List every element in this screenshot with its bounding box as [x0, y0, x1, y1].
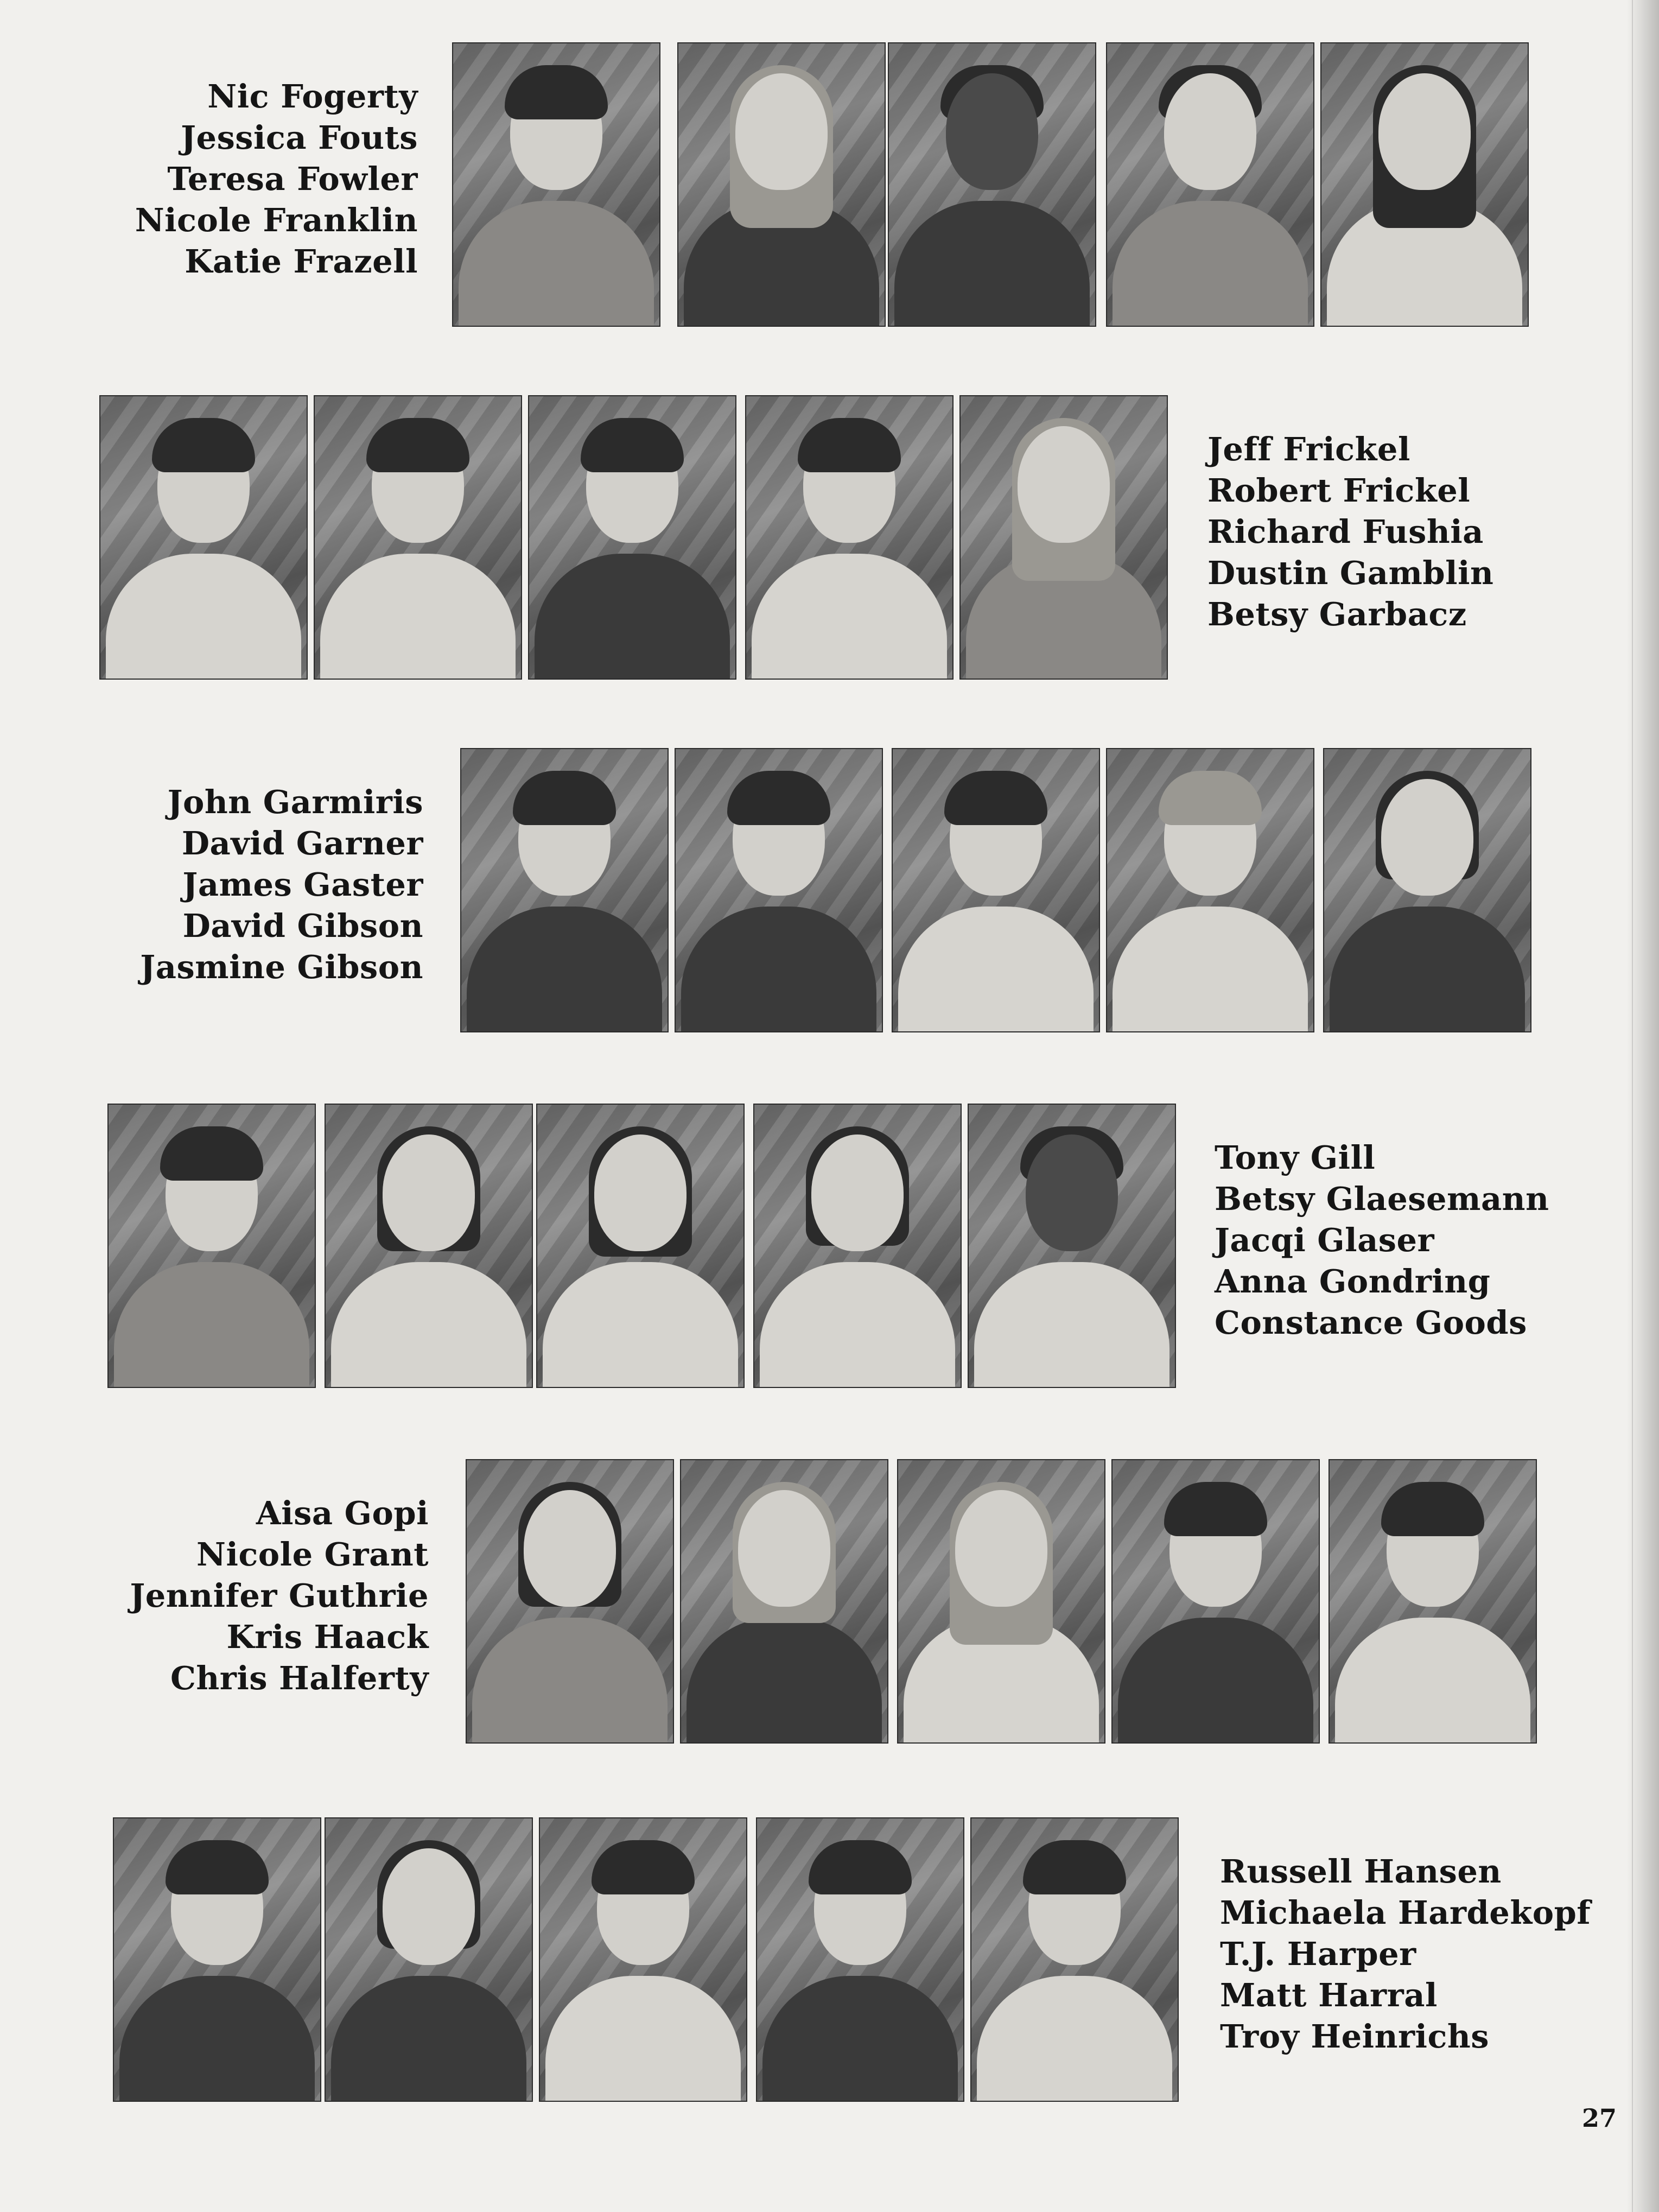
student-name: David Gibson [182, 907, 423, 945]
name-list [1215, 1137, 1594, 1343]
student-name: Aisa Gopi [256, 1494, 429, 1532]
portrait-row-2 [0, 396, 1623, 684]
student-name: Chris Halferty [170, 1659, 429, 1697]
student-portrait [1321, 43, 1528, 326]
student-portrait [678, 43, 885, 326]
student-name: Jasmine Gibson [140, 948, 423, 986]
student-name: Russell Hansen [1220, 1853, 1502, 1890]
student-name: Jessica Fouts [181, 119, 418, 156]
name-list [0, 1493, 429, 1699]
page-binding-line [1632, 0, 1633, 2212]
student-name: Tony Gill [1215, 1139, 1376, 1176]
name-list [0, 76, 418, 282]
student-portrait [754, 1105, 961, 1387]
student-portrait [461, 749, 668, 1031]
student-name: Betsy Glaesemann [1215, 1180, 1549, 1218]
student-portrait [961, 396, 1167, 679]
student-name: Teresa Fowler [167, 160, 418, 198]
student-name: Troy Heinrichs [1220, 2018, 1489, 2055]
student-portrait [109, 1105, 315, 1387]
student-name: Jeff Frickel [1207, 430, 1410, 468]
student-portrait [893, 749, 1099, 1031]
student-name: Matt Harral [1220, 1976, 1438, 2014]
student-portrait [540, 1818, 746, 2101]
portrait-row-3 [0, 749, 1623, 1037]
student-name: Jacqi Glaser [1215, 1221, 1435, 1259]
student-portrait [676, 749, 882, 1031]
name-list [0, 782, 423, 988]
student-portrait [898, 1460, 1104, 1742]
student-portrait [467, 1460, 673, 1742]
student-portrait [100, 396, 307, 679]
student-name: Anna Gondring [1215, 1263, 1491, 1300]
student-name: Nic Fogerty [207, 78, 418, 115]
student-portrait [315, 396, 521, 679]
student-portrait [971, 1818, 1178, 2101]
student-name: Constance Goods [1215, 1304, 1527, 1341]
student-portrait [1324, 749, 1530, 1031]
student-portrait [1113, 1460, 1319, 1742]
portrait-row-6 [0, 1818, 1623, 2106]
student-portrait [1107, 749, 1313, 1031]
student-name: Richard Fushia [1207, 513, 1484, 550]
student-portrait [969, 1105, 1175, 1387]
page-number: 27 [1582, 2103, 1617, 2133]
student-portrait [746, 396, 952, 679]
student-portrait [889, 43, 1095, 326]
student-name: Robert Frickel [1207, 472, 1471, 509]
student-portrait [114, 1818, 320, 2101]
student-name: John Garmiris [167, 783, 423, 821]
student-name: Jennifer Guthrie [130, 1577, 429, 1614]
student-name: Dustin Gamblin [1207, 554, 1494, 592]
student-name: David Garner [181, 825, 423, 862]
student-portrait [1330, 1460, 1536, 1742]
student-name: Nicole Franklin [135, 201, 418, 239]
student-portrait [453, 43, 659, 326]
student-portrait [529, 396, 735, 679]
page-binding-shadow [1626, 0, 1659, 2212]
student-portrait [326, 1818, 532, 2101]
student-name: James Gaster [182, 866, 423, 903]
portrait-row-5 [0, 1460, 1623, 1748]
student-name: Michaela Hardekopf [1220, 1894, 1591, 1931]
student-portrait [681, 1460, 887, 1742]
portrait-row-4 [0, 1105, 1623, 1392]
name-list [1220, 1851, 1600, 2057]
student-name: Nicole Grant [196, 1536, 429, 1573]
student-portrait [1107, 43, 1313, 326]
student-portrait [757, 1818, 963, 2101]
name-list [1207, 429, 1587, 635]
portrait-row-1 [0, 43, 1623, 331]
student-name: Katie Frazell [185, 243, 418, 280]
student-portrait [326, 1105, 532, 1387]
student-portrait [537, 1105, 743, 1387]
student-name: Kris Haack [226, 1618, 429, 1656]
student-name: Betsy Garbacz [1207, 595, 1467, 633]
student-name: T.J. Harper [1220, 1935, 1416, 1973]
